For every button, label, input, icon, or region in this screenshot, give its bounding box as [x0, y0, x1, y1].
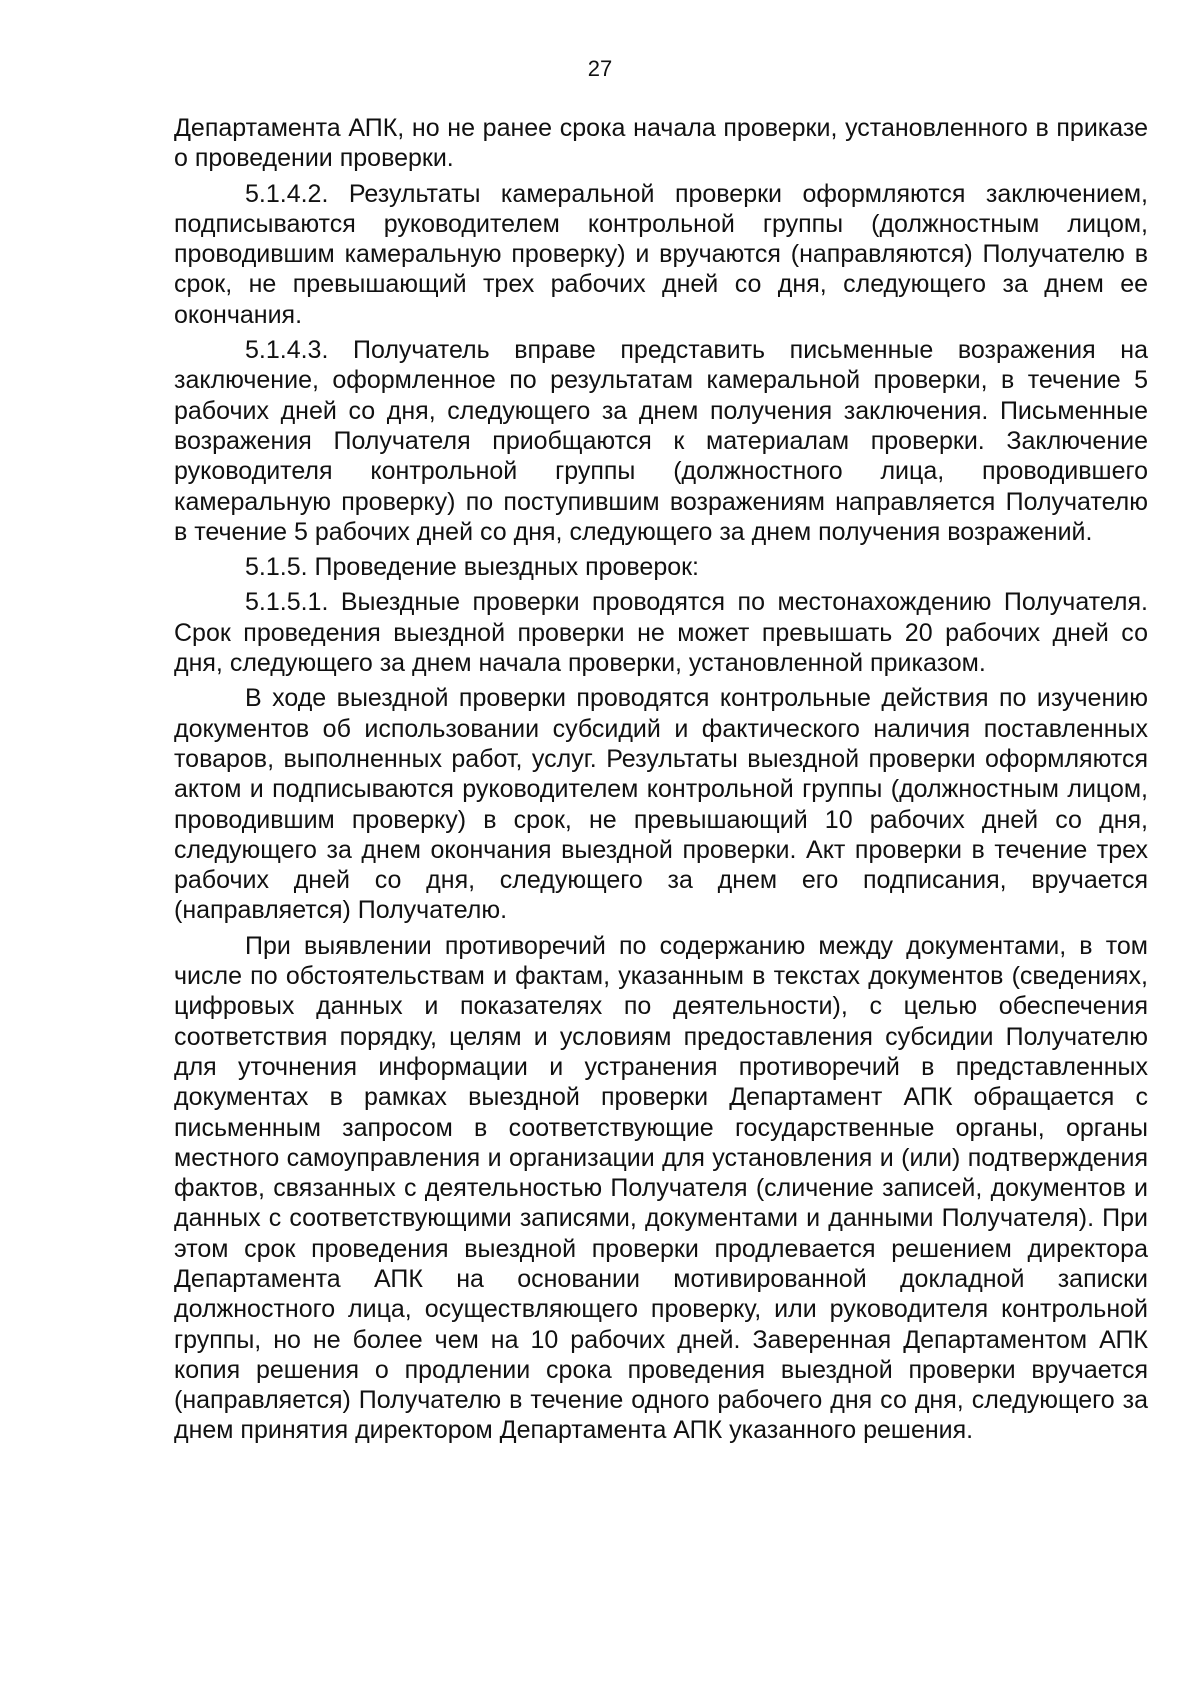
paragraph-contradictions: При выявлении противоречий по содержанию между документами, в том числе по обстоятельствам и фактам, указанным в текстах документов (сведениях, цифровых данных и показателях по деятельности), с целью обеспечения соответствия порядку, целям и условиям предоставления субсидии Получателю для уточнения информации и устранения противоречий в представленных документах в рамках выездной проверки Департамент АПК обращается с письменным запросом в соответствующие государственные органы, органы местного самоуправления и организации для установления и (или) подтверждения фактов, связанных с деятельностью Получателя (сличение записей, документов и данных с соответствующими записями, документами и данными Получателя). При этом срок проведения выездной проверки продлевается решением директора Департамента АПК на основании мотивированной докладной записки должностного лица, осуществляющего проверку, или руководителя контрольной группы, но не более чем на 10 рабочих дней. Заверенная Департаментом АПК копия решения о продлении срока проведения выездной проверки вручается (направляется) Получателю в течение одного рабочего дня со дня, следующего за днем принятия директором Департамента АПК указанного решения. [174, 931, 1148, 1445]
paragraph-5-1-5-1: 5.1.5.1. Выездные проверки проводятся по местонахождению Получателя. Срок проведения выездной проверки не может превышать 20 рабочих дней со дня, следующего за днем начала проверки, установленной приказом. [174, 588, 1148, 678]
page-number: 27 [587, 56, 613, 81]
document-body [174, 113, 1148, 1451]
paragraph-5-1-4-2: 5.1.4.2. Результаты камеральной проверки оформляются заключением, подписываются руководителем контрольной группы (должностным лицом, проводившим камеральную проверку) и вручаются (направляются) Получателю в срок, не превышающий трех рабочих дней со дня, следующего за днем ее окончания. [174, 179, 1148, 329]
paragraph: Департамента АПК, но не ранее срока начала проверки, установленного в приказе о проведении проверки. [174, 114, 1148, 173]
paragraph-field-inspection: В ходе выездной проверки проводятся контрольные действия по изучению документов об использовании субсидий и фактического наличия поставленных товаров, выполненных работ, услуг. Результаты выездной проверки оформляются актом и подписываются руководителем контрольной группы (должностным лицом, проводившим проверку) в срок, не превышающий 10 рабочих дней со дня, следующего за днем окончания выездной проверки. Акт проверки в течение трех рабочих дней со дня, следующего за днем его подписания, вручается (направляется) Получателю. [174, 684, 1148, 925]
paragraph-5-1-4-3: 5.1.4.3. Получатель вправе представить письменные возражения на заключение, оформленное по результатам камеральной проверки, в течение 5 рабочих дней со дня, следующего за днем получения заключения. Письменные возражения Получателя приобщаются к материалам проверки. Заключение руководителя контрольной группы (должностного лица, проводившего камеральную проверку) по поступившим возражениям направляется Получателю в течение 5 рабочих дней со дня, следующего за днем получения возражений. [174, 336, 1148, 546]
paragraph-5-1-5: 5.1.5. Проведение выездных проверок: [245, 553, 700, 582]
